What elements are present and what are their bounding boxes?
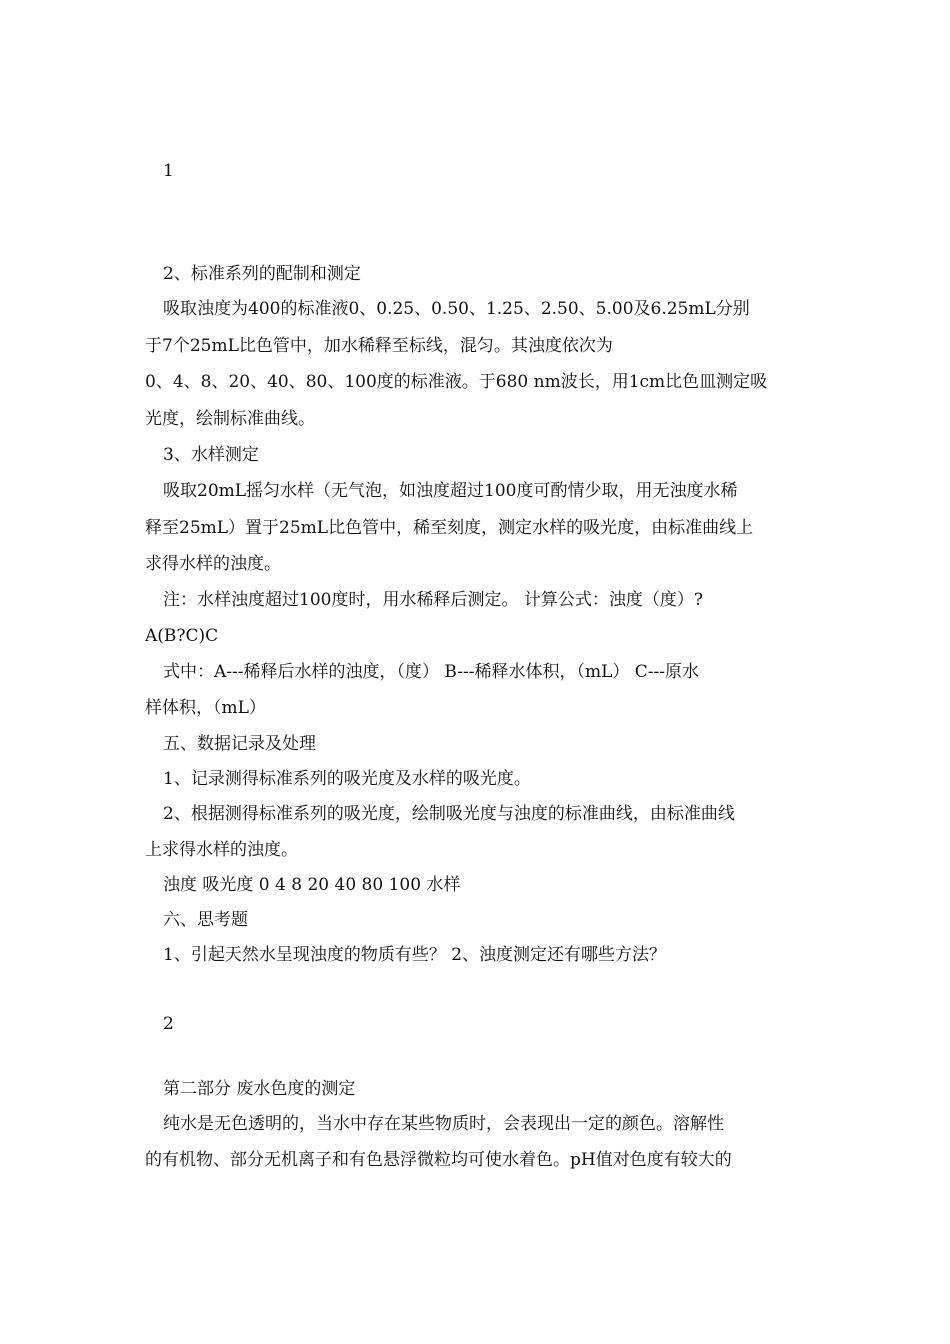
paragraph-line: 上求得水样的浊度。 [145,840,298,860]
paragraph-line: 吸取20mL摇匀水样（无气泡，如浊度超过100度可酌情少取，用无浊度水稀 [163,481,738,501]
paragraph-line: 求得水样的浊度。 [145,554,281,574]
paragraph-line: 吸取浊度为400的标准液0、0.25、0.50、1.25、2.50、5.00及6.25mL分别 [163,299,750,319]
table-header-line: 浊度 吸光度 0 4 8 20 40 80 100 水样 [163,875,461,895]
section-heading: 3、水样测定 [163,445,259,465]
formula-line: A(B?C)C [145,626,219,646]
page-number: 1 [163,161,174,181]
paragraph-line: 光度，绘制标准曲线。 [145,409,315,429]
section-heading: 2、标准系列的配制和测定 [163,264,361,284]
paragraph-line: 1、引起天然水呈现浊度的物质有些？ 2、浊度测定还有哪些方法？ [163,945,667,965]
section-heading: 五、数据记录及处理 [163,734,316,754]
paragraph-line: 纯水是无色透明的，当水中存在某些物质时，会表现出一定的颜色。溶解性 [163,1114,724,1134]
note-line: 式中：A---稀释后水样的浊度，（度） B---稀释水体积，（mL） C---原水 [163,662,700,682]
paragraph-line: 1、记录测得标准系列的吸光度及水样的吸光度。 [163,769,531,789]
section-heading: 六、思考题 [163,910,248,930]
paragraph-line: 2、根据测得标准系列的吸光度，绘制吸光度与浊度的标准曲线，由标准曲线 [163,804,735,824]
paragraph-line: 释至25mL）置于25mL比色管中，稀至刻度，测定水样的吸光度，由标准曲线上 [145,518,754,538]
note-line: 样体积，（mL） [145,698,266,718]
part-heading: 第二部分 废水色度的测定 [163,1079,356,1099]
page-number: 2 [163,1014,174,1034]
paragraph-line: 于7个25mL比色管中，加水稀释至标线，混匀。其浊度依次为 [145,336,613,356]
note-line: 注：水样浊度超过100度时，用水稀释后测定。 计算公式：浊度（度）? [163,590,703,610]
paragraph-line: 的有机物、部分无机离子和有色悬浮微粒均可使水着色。pH值对色度有较大的 [145,1150,732,1170]
paragraph-line: 0、4、8、20、40、80、100度的标准液。于680 nm波长，用1cm比色皿测定吸 [145,372,768,392]
